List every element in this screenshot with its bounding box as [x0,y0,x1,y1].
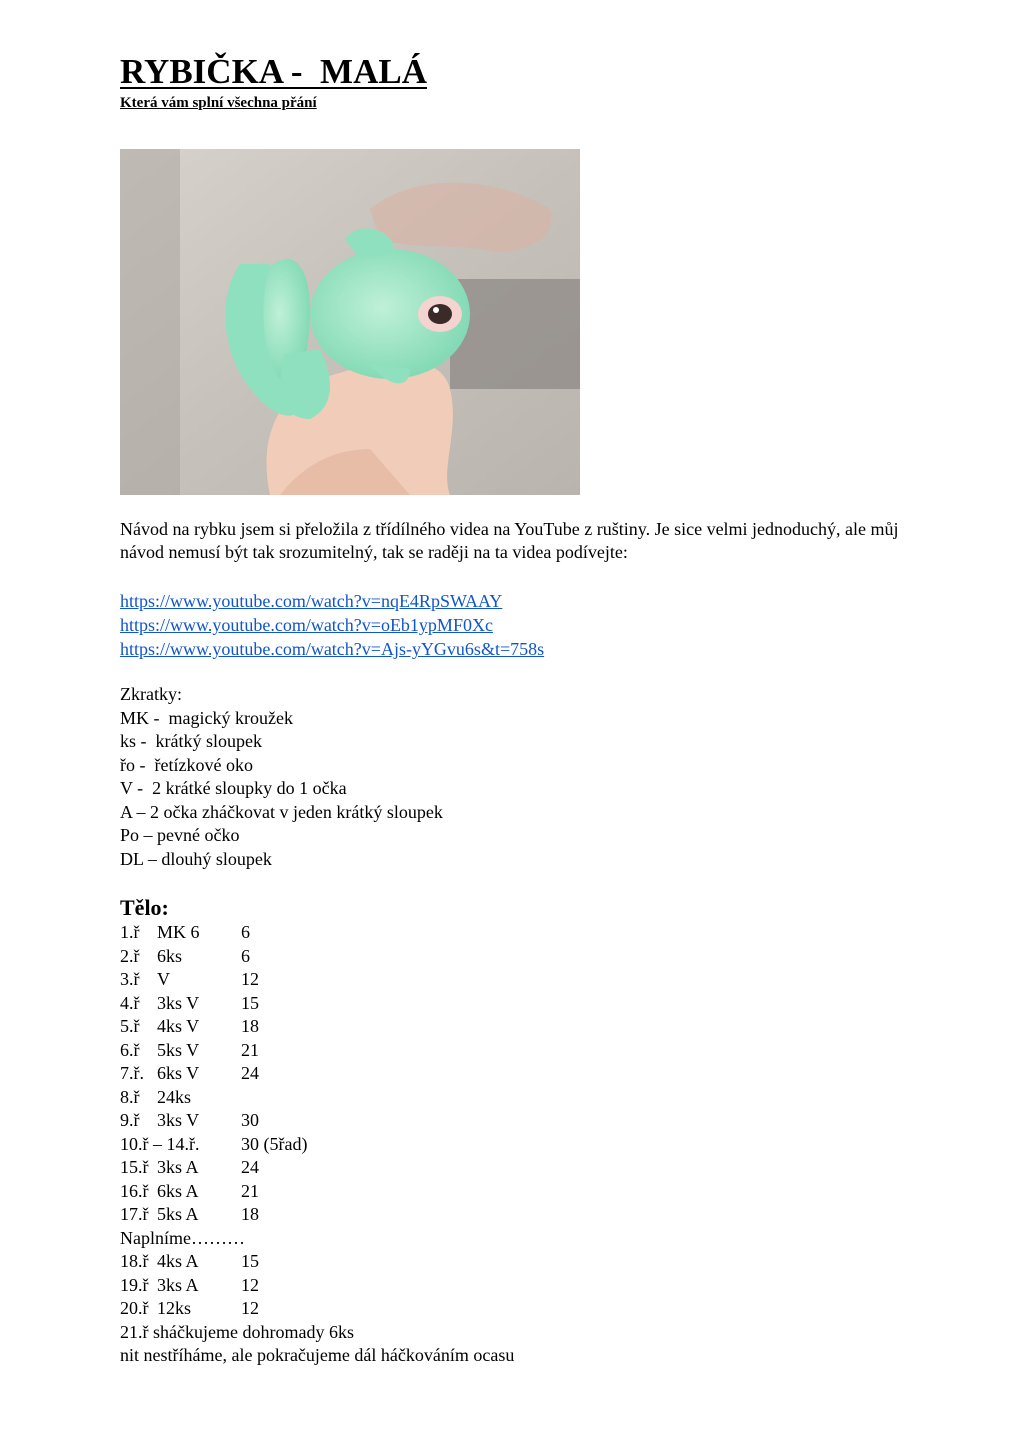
round-number: 3.ř [120,969,140,989]
abbreviation-item: DL – dlouhý sloupek [120,848,272,869]
round-count: 21 [241,1180,259,1201]
round-stitch: 24ks [157,1086,192,1107]
round-count: 18 [241,1204,259,1224]
abbreviations-heading: Zkratky: [120,684,182,704]
youtube-link-1[interactable]: https://www.youtube.com/watch?v=nqE4RpSWAAY [120,591,503,611]
round-stitch: 3ks V [157,1110,200,1130]
round-number: 4.ř [120,992,140,1013]
round-count: 6 [241,945,250,966]
abbreviations-list [120,683,443,871]
round-count: 18 [241,1016,259,1036]
round-number: 16.ř [120,1180,149,1201]
round-row [120,1015,514,1039]
round-count: 15 [241,1251,259,1271]
round-number: 20.ř [120,1298,149,1318]
round-row [120,992,514,1016]
round-stitch: 4ks A [157,1251,199,1271]
intro-paragraph: Návod na rybku jsem si přeložila z třídílného videa na YouTube z ruštiny. Je sice velmi jednoduchý, ale můj návod nemusí být tak srozumitelný, tak se raději na ta videa podívejte: [120,519,899,562]
abbreviation-item: Po – pevné očko [120,825,240,845]
round-count: 6 [241,922,250,942]
round-stitch: V [157,969,170,989]
round-count: 12 [241,1298,259,1318]
round-row [120,1274,514,1298]
crocheted-fish-photo [120,149,580,495]
abbreviation-item: řo - řetízkové oko [120,754,253,775]
round-row [120,1109,514,1133]
round-number: 1.ř [120,922,140,942]
fill-note: Naplníme……… [120,1227,245,1248]
round-number: 5.ř [120,1016,140,1036]
body-section-heading: Tělo: [120,895,169,920]
round-stitch: 3ks A [157,1157,199,1177]
round-row [120,1039,514,1063]
round-count: 24 [241,1157,259,1177]
video-links [120,589,544,661]
round-stitch: 3ks V [157,992,200,1013]
round-number: 9.ř [120,1110,140,1130]
round-row [120,1297,514,1321]
round-count: 21 [241,1039,259,1060]
round-stitch: 4ks V [157,1016,200,1036]
round-stitch: 6ks [157,945,183,966]
page-title: RYBIČKA - MALÁ [120,52,427,91]
round-row [120,1086,514,1110]
round-stitch: 6ks A [157,1180,199,1201]
round-count: 15 [241,992,259,1013]
round-row [120,1250,514,1274]
round-count: 24 [241,1063,259,1083]
abbreviation-item: A – 2 očka zháčkovat v jeden krátký sloupek [120,801,443,822]
round-number: 10.ř – 14.ř. [120,1133,200,1154]
page-subtitle: Která vám splní všechna přání [120,95,317,111]
round-number: 2.ř [120,945,140,966]
closing-line: 21.ř sháčkujeme dohromady 6ks [120,1321,354,1342]
fish-photo-illustration [120,149,580,495]
round-count: 12 [241,969,259,989]
youtube-link-3[interactable]: https://www.youtube.com/watch?v=Ajs-yYGvu6s&t=758s [120,639,545,659]
round-count: 30 [241,1110,259,1130]
round-row [120,921,514,945]
round-count: 30 (5řad) [241,1133,308,1154]
round-number: 7.ř. [120,1063,144,1083]
round-stitch: 6ks V [157,1063,200,1083]
abbreviation-item: MK - magický kroužek [120,707,293,728]
round-number: 15.ř [120,1157,149,1177]
round-stitch: 5ks V [157,1039,200,1060]
youtube-link-2[interactable]: https://www.youtube.com/watch?v=oEb1ypMF0Xc [120,615,493,635]
round-stitch: MK 6 [157,922,200,942]
round-row [120,1156,514,1180]
round-stitch: 5ks A [157,1204,199,1224]
body-rounds [120,921,514,1368]
round-number: 19.ř [120,1274,149,1295]
closing-line: nit nestříháme, ale pokračujeme dál háčkováním ocasu [120,1345,515,1365]
round-row [120,1180,514,1204]
round-number: 8.ř [120,1086,140,1107]
round-stitch: 12ks [157,1298,192,1318]
round-stitch: 3ks A [157,1274,199,1295]
abbreviation-item: ks - krátký sloupek [120,731,262,751]
round-number: 6.ř [120,1039,140,1060]
round-number: 18.ř [120,1251,149,1271]
round-row [120,968,514,992]
round-row [120,1203,514,1227]
round-row [120,945,514,969]
round-row [120,1062,514,1086]
round-row [120,1133,514,1157]
round-count: 12 [241,1274,259,1295]
round-number: 17.ř [120,1204,149,1224]
abbreviation-item: V - 2 krátké sloupky do 1 očka [120,778,347,798]
